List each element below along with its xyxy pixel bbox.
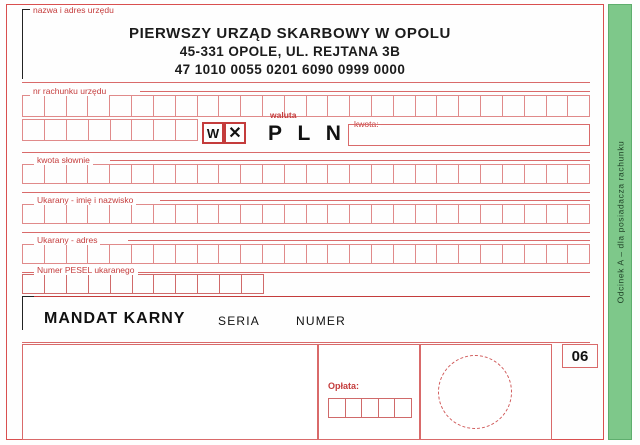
grid-cell[interactable] — [218, 204, 240, 224]
grid-cell[interactable] — [240, 95, 262, 117]
pesel-caption: Numer PESEL ukaranego — [34, 265, 138, 275]
grid-cell[interactable] — [197, 274, 219, 294]
side-strip-label — [608, 4, 632, 440]
grid-cell[interactable] — [393, 244, 415, 264]
person-address-cells[interactable] — [22, 244, 590, 264]
grid-cell[interactable] — [371, 164, 393, 184]
grid-cell[interactable] — [436, 204, 458, 224]
grid-cell[interactable] — [436, 244, 458, 264]
grid-cell[interactable] — [66, 204, 88, 224]
grid-cell[interactable] — [175, 164, 197, 184]
grid-cell[interactable] — [393, 204, 415, 224]
grid-cell[interactable] — [480, 204, 502, 224]
form-number-box: 06 — [562, 344, 598, 368]
grid-cell[interactable] — [175, 244, 197, 264]
grid-cell[interactable] — [436, 164, 458, 184]
divider-under-address — [22, 82, 590, 83]
grid-cell[interactable] — [546, 164, 568, 184]
grid-cell[interactable] — [306, 95, 328, 117]
person-name-cells[interactable] — [22, 204, 590, 224]
grid-cell[interactable] — [22, 274, 44, 294]
grid-cell[interactable] — [394, 398, 412, 418]
grid-cell[interactable] — [87, 95, 109, 117]
numer-label: NUMER — [296, 314, 346, 328]
grid-cell[interactable] — [44, 119, 66, 141]
stamp-circle — [438, 355, 512, 429]
grid-cell[interactable] — [524, 204, 546, 224]
grid-cell[interactable] — [87, 164, 109, 184]
grid-cell[interactable] — [502, 244, 524, 264]
office-name: PIERWSZY URZĄD SKARBOWY W OPOLU — [129, 25, 451, 42]
person-address-caption: Ukarany - adres — [34, 235, 100, 245]
grid-cell[interactable] — [328, 398, 345, 418]
grid-cell[interactable] — [131, 119, 153, 141]
grid-cell[interactable] — [436, 95, 458, 117]
amount-input-box[interactable] — [348, 124, 590, 146]
grid-cell[interactable] — [415, 244, 437, 264]
grid-cell[interactable] — [284, 164, 306, 184]
grid-cell[interactable] — [345, 398, 362, 418]
grid-cell[interactable] — [153, 274, 175, 294]
grid-cell[interactable] — [44, 244, 66, 264]
currency-code: P L N — [268, 122, 346, 145]
side-strip-text: Odcinek A – dla posiadacza rachunku — [615, 140, 626, 304]
grid-cell[interactable] — [327, 244, 349, 264]
grid-cell[interactable] — [415, 204, 437, 224]
grid-cell[interactable] — [327, 204, 349, 224]
seria-label: SERIA — [218, 314, 261, 328]
grid-cell[interactable] — [306, 204, 328, 224]
grid-cell[interactable] — [22, 204, 44, 224]
divider-under-mandate — [22, 342, 590, 343]
bracket-bl-top — [22, 296, 34, 298]
grid-cell[interactable] — [44, 164, 66, 184]
grid-cell[interactable] — [458, 204, 480, 224]
grid-cell[interactable] — [458, 95, 480, 117]
grid-cell[interactable] — [241, 274, 264, 294]
grid-cell[interactable] — [480, 244, 502, 264]
grid-cell[interactable] — [524, 244, 546, 264]
grid-cell[interactable] — [415, 95, 437, 117]
grid-cell[interactable] — [546, 204, 568, 224]
grid-cell[interactable] — [378, 398, 395, 418]
mandate-title: MANDAT KARNY — [44, 310, 186, 327]
grid-cell[interactable] — [546, 244, 568, 264]
grid-cell[interactable] — [502, 164, 524, 184]
grid-cell[interactable] — [371, 95, 393, 117]
grid-cell[interactable] — [153, 204, 175, 224]
grid-cell[interactable] — [88, 119, 110, 141]
grid-cell[interactable] — [131, 244, 153, 264]
grid-cell[interactable] — [567, 244, 590, 264]
grid-cell[interactable] — [66, 244, 88, 264]
grid-cell[interactable] — [22, 119, 44, 141]
grid-cell[interactable] — [240, 164, 262, 184]
caption-rule-account — [140, 91, 590, 92]
grid-cell[interactable] — [109, 204, 131, 224]
grid-cell[interactable] — [66, 164, 88, 184]
amount-words-caption: kwota słownie — [34, 155, 93, 165]
account-cells-row-1[interactable] — [22, 95, 590, 117]
grid-cell[interactable] — [175, 119, 198, 141]
account-number-caption: nr rachunku urzędu — [30, 86, 109, 96]
grid-cell[interactable] — [131, 95, 153, 117]
grid-cell[interactable] — [306, 244, 328, 264]
office-address: 45-331 OPOLE, UL. REJTANA 3B — [179, 44, 401, 59]
currency-caption: waluta — [270, 110, 297, 120]
grid-cell[interactable] — [87, 244, 109, 264]
grid-cell[interactable] — [371, 244, 393, 264]
grid-cell[interactable] — [349, 95, 371, 117]
grid-cell[interactable] — [44, 95, 66, 117]
grid-cell[interactable] — [218, 164, 240, 184]
account-cells-row-2[interactable] — [22, 119, 198, 141]
grid-cell[interactable] — [240, 204, 262, 224]
currency-x-box[interactable]: ✕ — [224, 122, 246, 144]
office-name-caption: nazwa i adres urzędu — [30, 5, 117, 15]
grid-cell[interactable] — [175, 95, 197, 117]
grid-cell[interactable] — [132, 274, 154, 294]
grid-cell[interactable] — [284, 204, 306, 224]
grid-cell[interactable] — [349, 204, 371, 224]
grid-cell[interactable] — [284, 244, 306, 264]
grid-cell[interactable] — [22, 244, 44, 264]
amount-words-cells[interactable] — [22, 164, 590, 184]
grid-cell[interactable] — [502, 204, 524, 224]
grid-cell[interactable] — [458, 244, 480, 264]
grid-cell[interactable] — [131, 204, 153, 224]
grid-cell[interactable] — [153, 119, 175, 141]
notes-panel[interactable] — [22, 344, 318, 440]
grid-cell[interactable] — [262, 164, 284, 184]
grid-cell[interactable] — [22, 164, 44, 184]
grid-cell[interactable] — [110, 274, 132, 294]
office-address-block — [30, 24, 550, 79]
grid-cell[interactable] — [262, 244, 284, 264]
grid-cell[interactable] — [327, 95, 349, 117]
grid-cell[interactable] — [110, 119, 132, 141]
fee-label: Opłata: — [328, 381, 360, 391]
currency-w-box[interactable]: W — [202, 122, 224, 144]
grid-cell[interactable] — [197, 204, 219, 224]
grid-cell[interactable] — [327, 164, 349, 184]
grid-cell[interactable] — [22, 95, 44, 117]
bracket-bl-side — [22, 296, 24, 330]
grid-cell[interactable] — [153, 164, 175, 184]
divider-under-words — [22, 192, 590, 193]
grid-cell[interactable] — [175, 274, 197, 294]
grid-cell[interactable] — [524, 164, 546, 184]
grid-cell[interactable] — [197, 164, 219, 184]
grid-cell[interactable] — [361, 398, 378, 418]
grid-cell[interactable] — [109, 95, 131, 117]
grid-cell[interactable] — [458, 164, 480, 184]
grid-cell[interactable] — [219, 274, 241, 294]
grid-cell[interactable] — [88, 274, 110, 294]
grid-cell[interactable] — [44, 274, 66, 294]
office-account-number: 47 1010 0055 0201 6090 0999 0000 — [174, 62, 406, 77]
grid-cell[interactable] — [66, 95, 88, 117]
grid-cell[interactable] — [349, 244, 371, 264]
person-name-caption: Ukarany - imię i nazwisko — [34, 195, 136, 205]
grid-cell[interactable] — [109, 164, 131, 184]
grid-cell[interactable] — [109, 244, 131, 264]
grid-cell[interactable] — [87, 204, 109, 224]
grid-cell[interactable] — [349, 164, 371, 184]
grid-cell[interactable] — [153, 95, 175, 117]
grid-cell[interactable] — [131, 164, 153, 184]
divider-under-name — [22, 232, 590, 233]
pesel-cells[interactable] — [22, 274, 264, 294]
bracket-tl-side — [22, 9, 24, 79]
grid-cell[interactable] — [175, 204, 197, 224]
grid-cell[interactable] — [480, 164, 502, 184]
divider-above-mandate — [22, 296, 590, 297]
grid-cell[interactable] — [524, 95, 546, 117]
grid-cell[interactable] — [567, 95, 590, 117]
caption-rule-words — [110, 160, 590, 161]
grid-cell[interactable] — [218, 95, 240, 117]
fee-panel[interactable] — [318, 344, 420, 440]
divider-under-currency — [22, 152, 590, 153]
caption-rule-address — [128, 240, 590, 241]
grid-cell[interactable] — [66, 274, 88, 294]
grid-cell[interactable] — [393, 164, 415, 184]
grid-cell[interactable] — [546, 95, 568, 117]
fee-cells[interactable] — [328, 398, 412, 418]
caption-rule-name — [160, 200, 590, 201]
grid-cell[interactable] — [415, 164, 437, 184]
grid-cell[interactable] — [371, 204, 393, 224]
grid-cell[interactable] — [502, 95, 524, 117]
grid-cell[interactable] — [197, 244, 219, 264]
grid-cell[interactable] — [197, 95, 219, 117]
grid-cell[interactable] — [306, 164, 328, 184]
grid-cell[interactable] — [567, 164, 590, 184]
grid-cell[interactable] — [393, 95, 415, 117]
grid-cell[interactable] — [567, 204, 590, 224]
grid-cell[interactable] — [44, 204, 66, 224]
grid-cell[interactable] — [153, 244, 175, 264]
grid-cell[interactable] — [218, 244, 240, 264]
grid-cell[interactable] — [66, 119, 88, 141]
grid-cell[interactable] — [480, 95, 502, 117]
amount-caption: kwota: — [354, 119, 379, 129]
grid-cell[interactable] — [262, 204, 284, 224]
grid-cell[interactable] — [240, 244, 262, 264]
